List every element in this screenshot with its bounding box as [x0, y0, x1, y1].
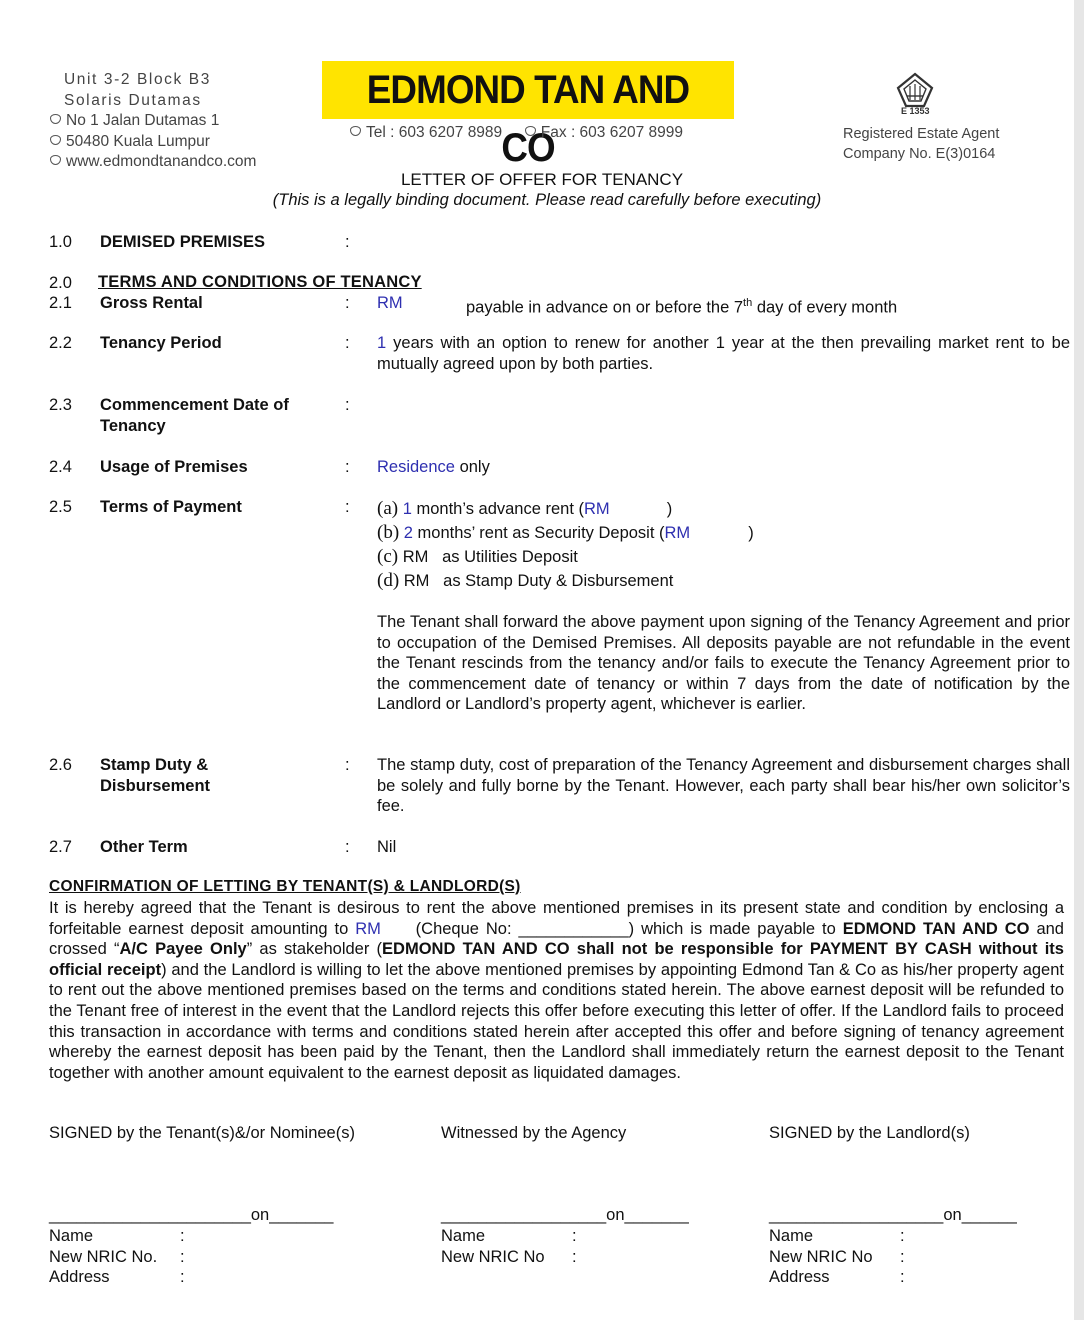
colon: : — [345, 233, 350, 251]
heart-bullet-icon — [50, 135, 61, 145]
section-number: 2.1 — [49, 294, 72, 312]
usage-label: Usage of Premises — [100, 458, 248, 476]
tenant-signature-line[interactable]: ______________________on_______ — [49, 1206, 334, 1224]
colon: : — [345, 294, 350, 312]
address-line-2: Solaris Dutamas — [64, 91, 202, 109]
heart-bullet-icon — [50, 155, 61, 165]
agency-signature-fields: Name New NRIC No : : — [441, 1226, 641, 1270]
terms-of-payment-label: Terms of Payment — [100, 498, 242, 516]
landlord-nric-label: New NRIC No — [769, 1247, 873, 1266]
agency-name-label: Name — [441, 1227, 486, 1245]
landlord-signature-line[interactable]: ___________________on______ — [769, 1206, 1017, 1224]
confirmation-paragraph: It is hereby agreed that the Tenant is desirous to rent the above mentioned premises in its present state and condition by enclosing a forfeitable earnest deposit amounting to RM (Cheque No: ____________) which is made payable to EDMOND TAN AND CO and crossed “A/C Payee Only” as stakeholder (EDMOND TAN AND CO shall not be responsible for PAYMENT BY CASH without its official receipt) and the Landlord is willing to let the above mentioned premises by appointing Edmond Tan & Co as his/her property agent to rent out the above mentioned premises based on the terms and conditions stated herein. The above earnest deposit will be refunded to the Tenant free of interest in the event that the Landlord rejects this offer before executing this letter of offer. If the Landlord fails to proceed this transaction in accordance with terms and conditions stated herein after accepted this offer and before signing of tenancy agreement whereby the earnest deposit has been paid by the Tenant, then the Landlord shall immediately return the earnest deposit to the Tenant together with another amount equivalent to the earnest deposit as liquidated damages. — [49, 899, 1064, 1082]
colon: : — [345, 498, 350, 516]
gross-rental-text: payable in advance on or before the 7th day of every month — [466, 297, 898, 317]
gross-rental-rm: RM — [377, 294, 403, 312]
company-name: EDMOND TAN AND CO — [366, 68, 690, 170]
other-term-value: Nil — [377, 838, 397, 856]
payment-item-a: (a) 1 month’s advance rent (RM ) — [377, 498, 673, 519]
fax: Fax : 603 6207 8999 — [540, 124, 683, 141]
agency-signature-line[interactable]: __________________on_______ — [441, 1206, 689, 1224]
tenant-signature-heading: SIGNED by the Tenant(s)&/or Nominee(s) — [49, 1124, 355, 1142]
colon: : — [345, 458, 350, 476]
address-line-3: No 1 Jalan Dutamas 1 — [66, 112, 220, 129]
landlord-signature-fields: Name New NRIC No Address : : : — [769, 1226, 969, 1290]
landlord-address-label: Address — [769, 1268, 830, 1287]
agency-nric-label: New NRIC No — [441, 1247, 545, 1266]
company-address — [50, 70, 256, 173]
other-term-label: Other Term — [100, 838, 188, 856]
document-subtitle: (This is a legally binding document. Please read carefully before executing) — [272, 191, 822, 209]
address-line-4: 50480 Kuala Lumpur — [66, 132, 210, 150]
tenant-nric-label: New NRIC No. — [49, 1247, 158, 1266]
registration-info — [843, 124, 999, 164]
section-number: 2.6 — [49, 756, 72, 774]
agency-signature-heading: Witnessed by the Agency — [441, 1124, 627, 1142]
section-number: 2.5 — [49, 498, 72, 516]
usage-value: Residence only — [377, 458, 490, 476]
payment-item-b: (b) 2 months’ rent as Security Deposit (RM ) — [377, 522, 754, 543]
section-number: 2.0 — [49, 274, 72, 292]
document-title: LETTER OF OFFER FOR TENANCY — [400, 170, 684, 189]
stamp-duty-text: The stamp duty, cost of preparation of the Tenancy Agreement and disbursement charges shall be solely and fully borne by the Tenant. However, each party shall bear his/her own solicitor’s fee. — [377, 756, 1070, 815]
landlord-signature-heading: SIGNED by the Landlord(s) — [769, 1124, 970, 1142]
emblem-code: E 1353 — [901, 106, 930, 116]
website[interactable]: www.edmondtanandco.com — [66, 153, 257, 170]
tenant-address-label: Address — [49, 1268, 110, 1287]
stamp-duty-label: Stamp Duty & Disbursement — [100, 756, 211, 795]
terms-heading: TERMS AND CONDITIONS OF TENANCY — [98, 273, 422, 291]
company-number: Company No. E(3)0164 — [843, 146, 996, 162]
gross-rental-label: Gross Rental — [100, 294, 203, 312]
colon: : — [345, 396, 350, 414]
section-number: 1.0 — [49, 233, 72, 251]
registered-estate-agent: Registered Estate Agent — [843, 126, 1000, 142]
payment-item-c: (c) RM as Utilities Deposit — [377, 546, 578, 567]
tenancy-period-label: Tenancy Period — [100, 334, 222, 352]
section-number: 2.7 — [49, 838, 72, 856]
heart-bullet-icon — [50, 114, 61, 124]
tenant-name-label: Name — [49, 1227, 94, 1245]
tel: Tel : 603 6207 8989 — [366, 124, 503, 141]
payment-item-d: (d) RM as Stamp Duty & Disbursement — [377, 570, 674, 591]
payment-paragraph: The Tenant shall forward the above payment upon signing of the Tenancy Agreement and prior to occupation of the Demised Premises. All deposits payable are not refundable in the event the Tenant rescinds from the tenancy and/or fails to execute the Tenancy Agreement prior to the commencement date of tenancy or within 7 days from the date of notification by the Landlord or Landlord’s property agent, whichever is earlier. — [377, 613, 1070, 713]
section-number: 2.2 — [49, 334, 72, 352]
contact-line — [350, 124, 683, 142]
demised-premises-label: DEMISED PREMISES — [100, 233, 266, 251]
heart-bullet-icon — [525, 126, 536, 136]
section-number: 2.4 — [49, 458, 72, 476]
colon: : — [345, 756, 350, 774]
tenancy-period-value: 1 years with an option to renew for another 1 year at the then prevailing market rent to be mutually agreed upon by both parties. — [377, 334, 1071, 373]
address-line-1: Unit 3-2 Block B3 — [64, 71, 211, 88]
colon: : — [345, 838, 350, 856]
commencement-date-label: Commencement Date of Tenancy — [100, 396, 289, 435]
section-number: 2.3 — [49, 396, 72, 414]
colon: : — [345, 334, 350, 352]
landlord-name-label: Name — [769, 1227, 814, 1245]
heart-bullet-icon — [350, 126, 361, 136]
confirmation-heading: CONFIRMATION OF LETTING BY TENANT(S) & LANDLORD(S) — [49, 878, 521, 895]
tenant-signature-fields: Name New NRIC No. Address : : : — [49, 1226, 249, 1290]
